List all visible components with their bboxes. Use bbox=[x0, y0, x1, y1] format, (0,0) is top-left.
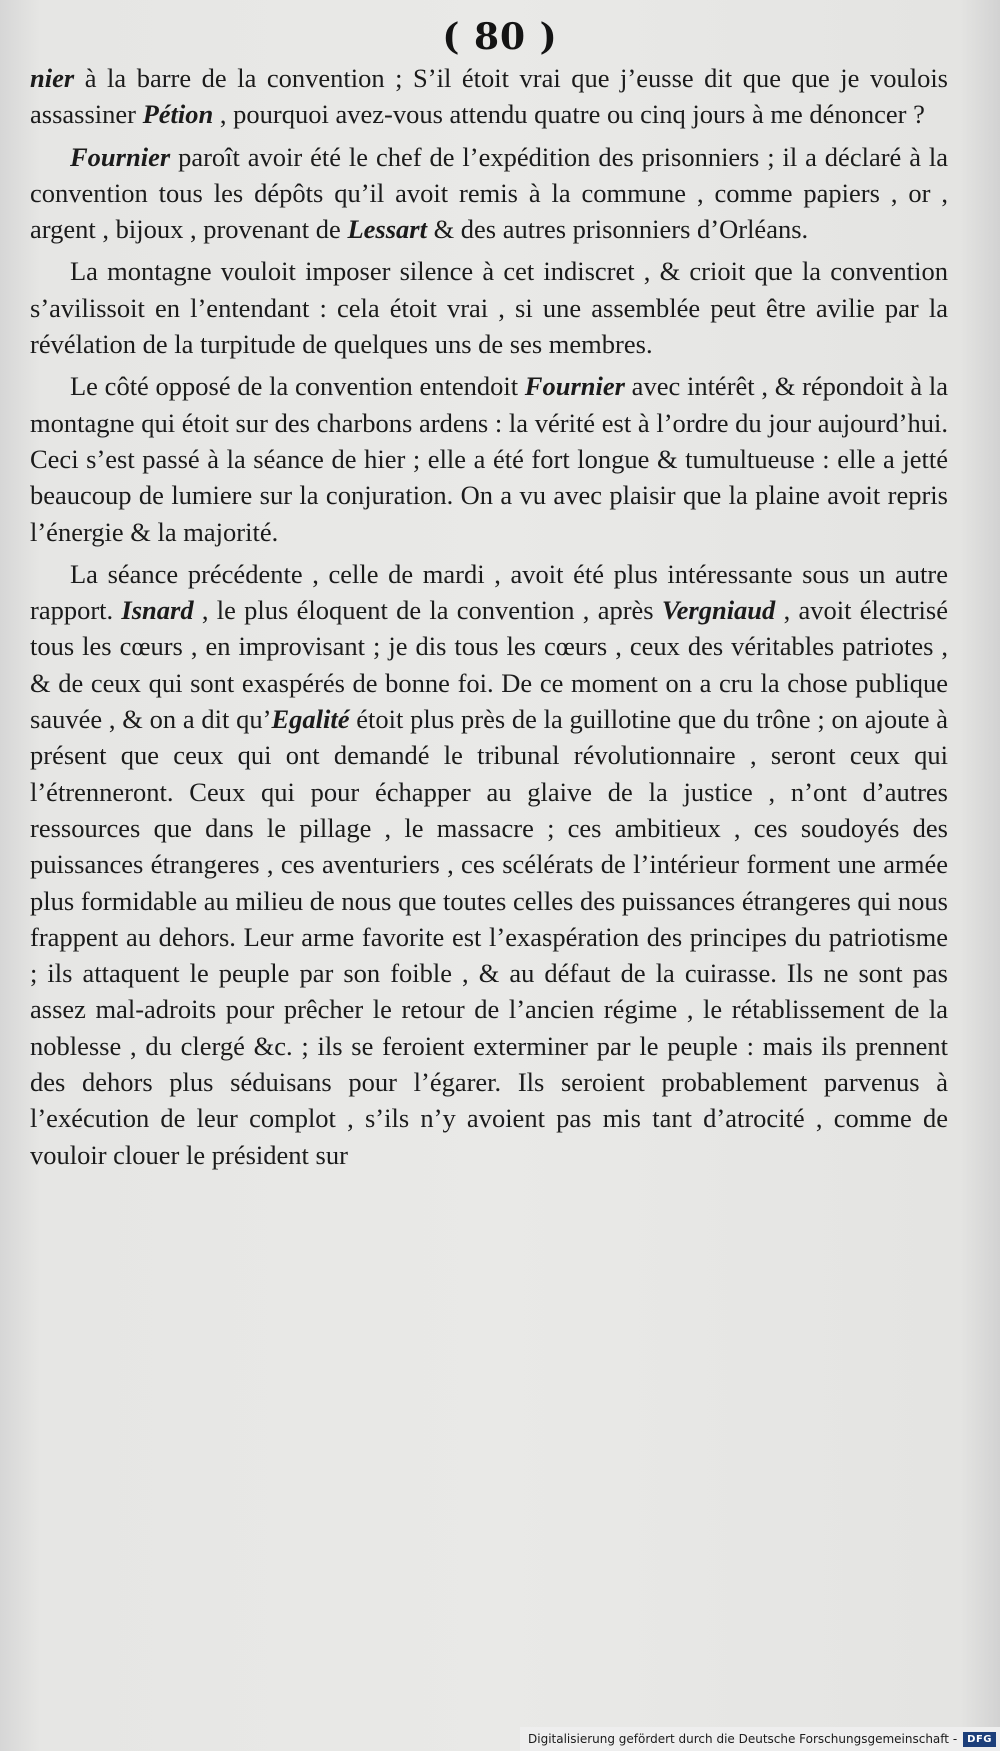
page-number: ( 80 ) bbox=[442, 16, 558, 58]
proper-name: Fournier bbox=[70, 141, 171, 172]
body-text bbox=[30, 60, 948, 1179]
proper-name: Lessart bbox=[347, 214, 427, 245]
proper-name: Pétion bbox=[142, 99, 214, 130]
text-run: étoit plus près de la guillotine que du trône ; on ajoute à présent que ceux qui ont demandé le tribunal révolutionnaire , seront ceux qui l’étrenneront. Ceux qui pour échapper au glaive de la justice , n’ont d’autres ressources que dans le pillage , le massacre ; ces ambitieux , ces soudoyés des puissances étrangeres , ces aventuriers , ces scélérats de l’intérieur forment une armée plus formidable au milieu de nous que toutes celles des puissances étrangeres qui nous frappent au dehors. Leur arme favorite est l’exaspération des principes du patriotisme ; ils attaquent le peuple par son foible , & au défaut de la cuirasse. Ils ne sont pas assez mal-adroits pour prêcher le retour de l’ancien régime , le rétablissement de la noblesse , du clergé &c. ; ils se feroient exterminer par le peuple : mais ils prennent des dehors plus séduisans pour l’égarer. Ils seroient probablement parvenus à l’exécution de leur complot , s’ils n’y avoient pas mis tant d’atrocité , comme de vouloir clouer le président sur bbox=[30, 704, 948, 1170]
text-run: , le plus éloquent de la convention , après bbox=[193, 595, 662, 626]
paragraph bbox=[30, 60, 948, 133]
text-run: , avoit électrisé tous les cœurs , en improvisant ; je dis tous les cœurs , ceux des véritables patriotes , & de ceux qui sont exaspérés de bonne foi. De ce moment on a cru la chose publique sauvée , & on a dit qu’ bbox=[30, 595, 948, 735]
text-run: La montagne vouloit imposer silence à cet indiscret , & crioit que la convention s’avilissoit en l’entendant : cela étoit vrai , si une assemblée peut être avilie par la révélation de la turpitude de quelques uns de ses membres. bbox=[30, 256, 948, 360]
text-run: La séance précédente , celle de mardi , avoit été plus intéressante sous un autre rapport. bbox=[30, 558, 948, 626]
proper-name: nier bbox=[30, 63, 75, 93]
text-run: Le côté opposé de la convention entendoit bbox=[70, 371, 525, 402]
text-run: avec intérêt , & répondoit à la montagne qui étoit sur des charbons ardens : la vérité est à l’ordre du jour aujourd’hui. Ceci s’est passé à la séance de hier ; elle a été fort longue & tumultueuse : elle a jetté beaucoup de lumiere sur la conjuration. On a vu avec plaisir que la plaine avoit repris l’énergie & la majorité. bbox=[30, 371, 948, 547]
paragraph bbox=[30, 253, 948, 362]
credit-text: Digitalisierung gefördert durch die Deutsche Forschungsgemeinschaft - bbox=[528, 1732, 958, 1746]
text-run: paroît avoir été le chef de l’expédition des prisonniers ; il a déclaré à la convention tous les dépôts qu’il avoit remis à la commune , comme papiers , or , argent , bijoux , provenant de bbox=[30, 141, 948, 245]
text-run: à la barre de la convention ; S’il étoit vrai que j’eusse dit que que je voulois assassiner bbox=[30, 63, 948, 130]
text-run: , pourquoi avez-vous attendu quatre ou cinq jours à me dénoncer ? bbox=[213, 99, 925, 130]
proper-name: Vergniaud bbox=[661, 595, 776, 626]
paragraph bbox=[30, 368, 948, 549]
dfg-logo: DFG bbox=[963, 1732, 996, 1747]
text-run: & des autres prisonniers d’Orléans. bbox=[426, 214, 809, 245]
proper-name: Egalité bbox=[271, 704, 350, 735]
paragraph bbox=[30, 139, 948, 248]
paragraph bbox=[30, 556, 948, 1173]
proper-name: Fournier bbox=[524, 371, 625, 402]
digitization-credit bbox=[520, 1727, 1000, 1751]
proper-name: Isnard bbox=[121, 595, 194, 626]
